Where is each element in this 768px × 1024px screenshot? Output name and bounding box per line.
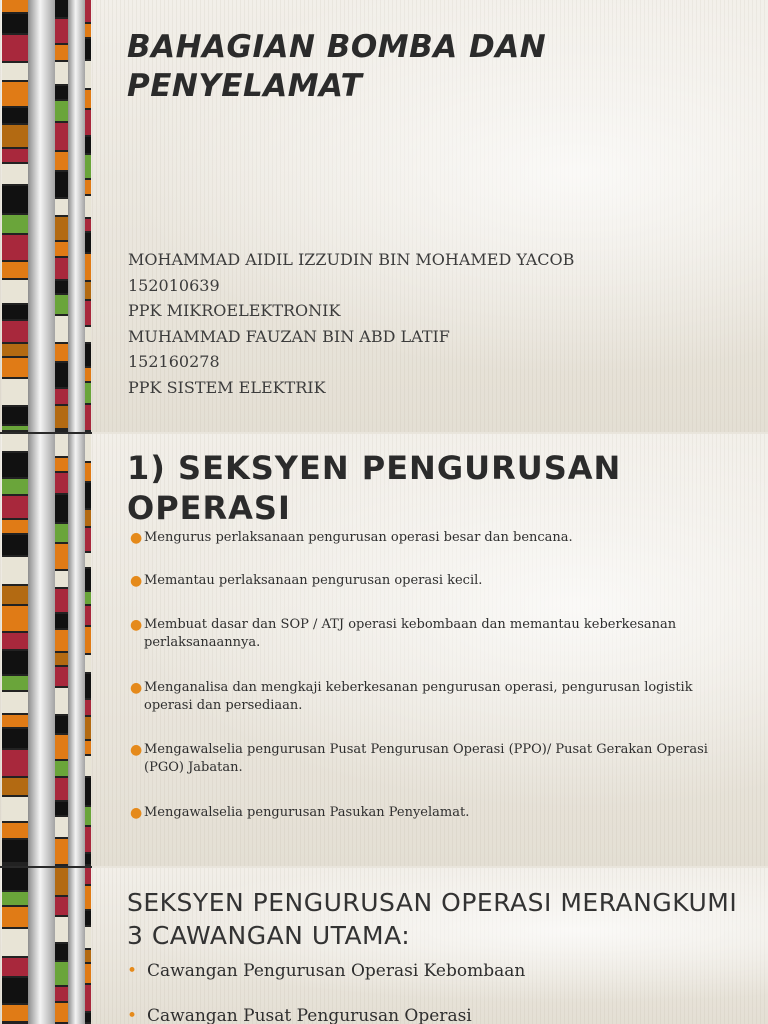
stripe-block: [55, 802, 68, 817]
stripe-block: [2, 344, 28, 358]
list-item: [130, 572, 728, 590]
stripe-block: [2, 262, 28, 280]
slide2-title: 1) SEKSYEN PENGURUSAN OPERASI: [127, 449, 622, 527]
stripe-block: [55, 778, 68, 802]
decorative-stripe: [0, 434, 92, 866]
stripe-block: [85, 674, 91, 700]
stripe-block: [55, 295, 68, 316]
stripe-block: [85, 24, 91, 39]
slide-title: [0, 0, 768, 432]
stripe-block: [85, 219, 91, 233]
stripe-block: [55, 101, 68, 123]
stripe-block: [85, 233, 91, 254]
slide-separator: [0, 432, 92, 434]
stripe-block: [55, 817, 68, 839]
author-line: MOHAMMAD AIDIL IZZUDIN BIN MOHAMED YACOB: [128, 250, 575, 269]
stripe-block: [2, 186, 28, 215]
list-item: [130, 529, 728, 547]
stripe-block: [2, 379, 28, 407]
stripe-block: [55, 0, 68, 19]
list-item: [127, 1005, 707, 1024]
stripe-strip: [55, 434, 68, 866]
stripe-block: [85, 180, 91, 196]
stripe-strip: [85, 0, 91, 432]
stripe-strip: [2, 868, 28, 1024]
stripe-block: [55, 344, 68, 363]
stripe-block: [85, 927, 91, 950]
stripe-block: [2, 750, 28, 778]
stripe-block: [55, 839, 68, 866]
stripe-block: [55, 458, 68, 473]
stripe-block: [85, 756, 91, 778]
bullet-icon: ●: [130, 530, 143, 546]
stripe-block: [2, 606, 28, 633]
stripe-block: [2, 235, 28, 262]
stripe-block: [85, 717, 91, 741]
stripe-block: [2, 149, 28, 164]
stripe-block: [2, 907, 28, 929]
stripe-block: [2, 692, 28, 715]
stripe-block: [2, 797, 28, 823]
stripe-block: [2, 280, 28, 305]
stripe-block: [2, 840, 28, 864]
decorative-stripe: [0, 868, 92, 1024]
stripe-block: [2, 82, 28, 108]
stripe-block: [2, 633, 28, 651]
bullet-icon: •: [127, 1006, 138, 1024]
stripe-block: [85, 344, 91, 368]
stripe-strip: [55, 868, 68, 1024]
stripe-block: [85, 1013, 91, 1024]
stripe-block: [85, 950, 91, 964]
stripe-block: [2, 978, 28, 1005]
stripe-pole: [28, 0, 55, 432]
stripe-block: [85, 985, 91, 1013]
stripe-block: [85, 90, 91, 110]
author-line: MUHAMMAD FAUZAN BIN ABD LATIF: [128, 326, 450, 346]
stripe-block: [55, 242, 68, 258]
bullet-text: Memantau perlaksanaan pengurusan operasi kecil.: [144, 573, 483, 588]
slide-seksyen-operasi: [0, 434, 768, 866]
stripe-pole: [68, 434, 85, 866]
author-line: 152160278: [128, 352, 220, 372]
stripe-block: [2, 520, 28, 535]
stripe-block: [55, 258, 68, 281]
stripe-block: [85, 606, 91, 627]
stripe-block: [85, 868, 91, 886]
list-item: [130, 616, 728, 652]
bullet-text: Cawangan Pengurusan Operasi Kebombaan: [147, 961, 526, 981]
stripe-block: [55, 897, 68, 917]
stripe-block: [85, 778, 91, 807]
stripe-block: [55, 630, 68, 653]
stripe-block: [85, 655, 91, 674]
stripe-block: [55, 86, 68, 101]
stripe-block: [2, 958, 28, 978]
stripe-block: [55, 688, 68, 716]
stripe-block: [85, 405, 91, 432]
stripe-block: [55, 544, 68, 571]
slide3-title: SEKSYEN PENGURUSAN OPERASI MERANGKUMI 3 CAWANGAN UTAMA:: [127, 888, 738, 950]
stripe-block: [2, 715, 28, 729]
stripe-strip: [2, 0, 28, 432]
stripe-pole: [28, 434, 55, 866]
stripe-block: [55, 199, 68, 217]
stripe-block: [55, 589, 68, 614]
stripe-block: [55, 281, 68, 295]
stripe-block: [2, 125, 28, 149]
stripe-block: [55, 653, 68, 667]
stripe-block: [85, 383, 91, 405]
stripe-block: [85, 911, 91, 927]
stripe-strip: [55, 0, 68, 432]
stripe-block: [2, 407, 28, 426]
stripe-block: [55, 987, 68, 1003]
bullet-icon: ●: [130, 617, 143, 633]
stripe-block: [55, 363, 68, 389]
list-item: [130, 679, 728, 715]
author-line: PPK SISTEM ELEKTRIK: [128, 377, 326, 397]
stripe-block: [85, 39, 91, 61]
stripe-block: [2, 0, 28, 14]
stripe-block: [55, 152, 68, 172]
stripe-block: [85, 886, 91, 911]
stripe-block: [55, 917, 68, 944]
stripe-block: [85, 110, 91, 137]
stripe-strip: [85, 434, 91, 866]
stripe-block: [85, 510, 91, 528]
stripe-block: [85, 301, 91, 327]
stripe-block: [2, 729, 28, 750]
stripe-block: [2, 434, 28, 453]
stripe-block: [2, 496, 28, 520]
bullet-text: Menganalisa dan mengkaji keberkesanan pengurusan operasi, pengurusan logistik operasi dan persediaan.: [144, 680, 693, 713]
stripe-block: [85, 964, 91, 985]
bullet-icon: ●: [130, 680, 143, 696]
stripe-block: [55, 761, 68, 778]
bullet-text: Mengawalselia pengurusan Pasukan Penyelamat.: [144, 805, 470, 820]
stripe-block: [55, 944, 68, 962]
stripe-block: [2, 778, 28, 797]
stripe-block: [85, 854, 91, 866]
stripe-block: [85, 254, 91, 282]
stripe-block: [2, 651, 28, 676]
stripe-block: [85, 483, 91, 510]
stripe-block: [55, 962, 68, 987]
stripe-block: [55, 45, 68, 62]
stripe-block: [55, 62, 68, 86]
stripe-block: [55, 217, 68, 242]
stripe-block: [85, 327, 91, 344]
stripe-block: [85, 434, 91, 463]
bullet-icon: ●: [130, 573, 143, 589]
stripe-block: [85, 137, 91, 155]
bullet-text: Cawangan Pusat Pengurusan Operasi: [147, 1006, 472, 1024]
stripe-block: [85, 463, 91, 483]
stripe-block: [55, 1003, 68, 1024]
stripe-block: [55, 495, 68, 524]
stripe-block: [55, 389, 68, 406]
stripe-block: [2, 823, 28, 840]
list-item: [127, 960, 707, 982]
stripe-block: [85, 61, 91, 90]
stripe-block: [55, 716, 68, 735]
stripe-block: [85, 196, 91, 219]
stripe-block: [2, 586, 28, 606]
stripe-block: [55, 667, 68, 688]
stripe-block: [85, 528, 91, 553]
decorative-stripe: [0, 0, 92, 432]
slide-separator: [0, 866, 92, 868]
stripe-block: [2, 535, 28, 557]
stripe-block: [55, 524, 68, 544]
stripe-block: [2, 14, 28, 35]
slide1-title: BAHAGIAN BOMBA DAN PENYELAMAT: [127, 29, 547, 104]
stripe-block: [55, 406, 68, 430]
author-line: 152010639: [128, 275, 220, 295]
stripe-block: [2, 929, 28, 958]
stripe-block: [2, 215, 28, 235]
stripe-block: [55, 735, 68, 761]
stripe-block: [55, 571, 68, 589]
stripe-block: [2, 358, 28, 379]
stripe-block: [2, 63, 28, 82]
stripe-block: [55, 316, 68, 344]
stripe-block: [85, 569, 91, 592]
stripe-block: [85, 368, 91, 383]
list-item: [130, 741, 728, 777]
stripe-block: [2, 164, 28, 186]
stripe-block: [85, 553, 91, 569]
stripe-block: [2, 453, 28, 479]
stripe-block: [55, 19, 68, 45]
stripe-block: [2, 868, 28, 892]
bullet-icon: ●: [130, 742, 143, 758]
stripe-block: [85, 592, 91, 606]
bullet-text: Membuat dasar dan SOP / ATJ operasi kebombaan dan memantau keberkesanan perlaksanaannya.: [144, 617, 677, 650]
stripe-block: [55, 614, 68, 630]
bullet-icon: •: [127, 961, 138, 981]
stripe-block: [2, 676, 28, 692]
stripe-pole: [68, 868, 85, 1024]
stripe-block: [55, 172, 68, 199]
stripe-block: [55, 868, 68, 897]
stripe-block: [55, 434, 68, 458]
stripe-block: [2, 35, 28, 63]
stripe-block: [85, 700, 91, 717]
stripe-pole: [68, 0, 85, 432]
stripe-pole: [28, 868, 55, 1024]
stripe-block: [2, 557, 28, 586]
stripe-strip: [2, 434, 28, 866]
bullet-text: Mengawalselia pengurusan Pusat Pengurusan Operasi (PPO)/ Pusat Gerakan Operasi (PGO) Jabatan.: [144, 742, 708, 775]
stripe-block: [85, 807, 91, 827]
stripe-block: [85, 155, 91, 180]
bullet-text: Mengurus perlaksanaan pengurusan operasi besar dan bencana.: [144, 530, 573, 545]
author-line: PPK MIKROELEKTRONIK: [128, 301, 341, 321]
stripe-block: [85, 282, 91, 301]
stripe-block: [55, 123, 68, 152]
stripe-block: [85, 827, 91, 854]
stripe-block: [85, 741, 91, 756]
stripe-block: [2, 479, 28, 496]
stripe-block: [2, 305, 28, 321]
stripe-block: [2, 892, 28, 907]
stripe-block: [55, 473, 68, 495]
stripe-block: [2, 108, 28, 125]
stripe-block: [2, 1005, 28, 1023]
author-list: [128, 247, 574, 401]
stripe-block: [85, 627, 91, 655]
stripe-block: [85, 0, 91, 24]
stripe-block: [2, 321, 28, 344]
slide-cawangan-utama: [0, 868, 768, 1024]
stripe-strip: [85, 868, 91, 1024]
bullet-icon: ●: [130, 805, 143, 821]
list-item: [130, 804, 728, 822]
